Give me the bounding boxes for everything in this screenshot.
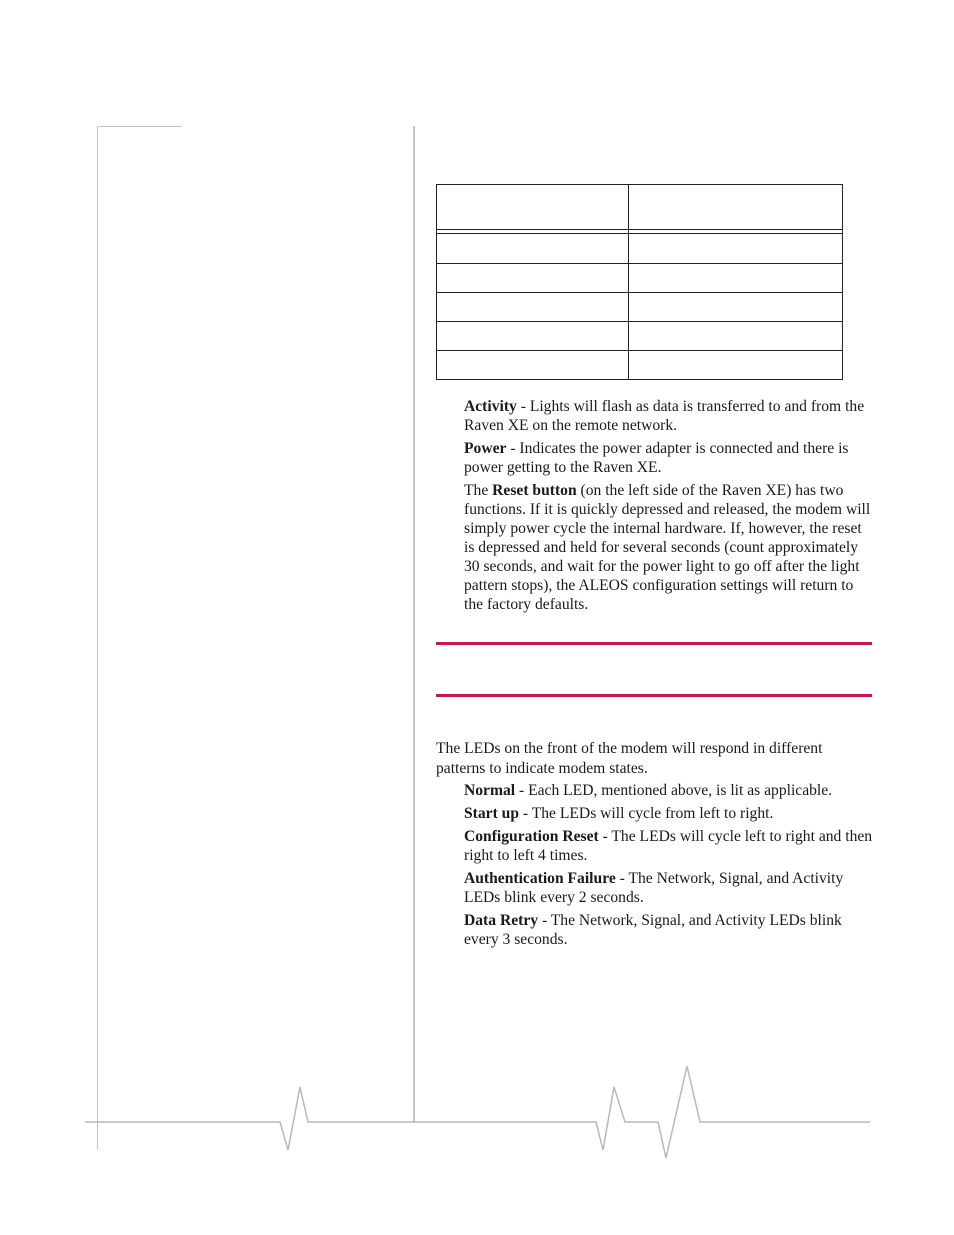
list-item (464, 781, 874, 800)
list-item (464, 869, 874, 907)
list-item-term: Configuration Reset (464, 828, 599, 845)
power-term: Power (464, 440, 507, 457)
power-text: - Indicates the power adapter is connected and there is power getting to the Raven XE. (464, 440, 849, 476)
table-row (437, 350, 842, 351)
list-item-text: - The Network, Signal, and Activity LEDs blink every 3 seconds. (464, 912, 842, 948)
table-row (437, 263, 842, 264)
table-row (437, 321, 842, 322)
list-item-text: - The LEDs will cycle from left to right. (519, 805, 774, 822)
reset-paragraph (464, 481, 874, 614)
list-item (464, 827, 874, 865)
led-table (436, 184, 843, 380)
reset-term: Reset button (492, 482, 577, 499)
table-header-double-rule (437, 233, 842, 234)
list-item-text: - The LEDs will cycle left to right and then right to left 4 times. (464, 828, 873, 864)
section-rule-top (436, 642, 872, 645)
activity-paragraph (464, 397, 874, 435)
table-row (437, 292, 842, 293)
table-header (437, 185, 842, 230)
list-item-term: Start up (464, 805, 520, 822)
led-states-intro: The LEDs on the front of the modem will respond in different patterns to indicate modem states. (436, 740, 823, 777)
reset-pre: The (464, 482, 493, 499)
reset-text: (on the left side of the Raven XE) has two functions. If it is quickly depressed and released, the modem will simply power cycle the internal hardware. If, however, the reset is depressed and held for several seconds (count approximately 30 seconds, and wait for the power light to go off after the light pattern stops), the ALEOS configuration settings will return to the factory defaults. (464, 482, 871, 613)
activity-term: Activity (464, 398, 517, 415)
list-item (464, 911, 874, 949)
table-column-divider (628, 185, 629, 379)
list-item (464, 804, 874, 823)
power-paragraph (464, 439, 874, 477)
list-item-term: Data Retry (464, 912, 539, 929)
list-item-text: - Each LED, mentioned above, is lit as applicable. (515, 782, 833, 799)
list-item-term: Normal (464, 782, 516, 799)
section-rule-bottom (436, 694, 872, 697)
activity-text: - Lights will flash as data is transferred to and from the Raven XE on the remote network. (464, 398, 865, 434)
list-item-text: - The Network, Signal, and Activity LEDs blink every 2 seconds. (464, 870, 844, 906)
list-item-term: Authentication Failure (464, 870, 616, 887)
